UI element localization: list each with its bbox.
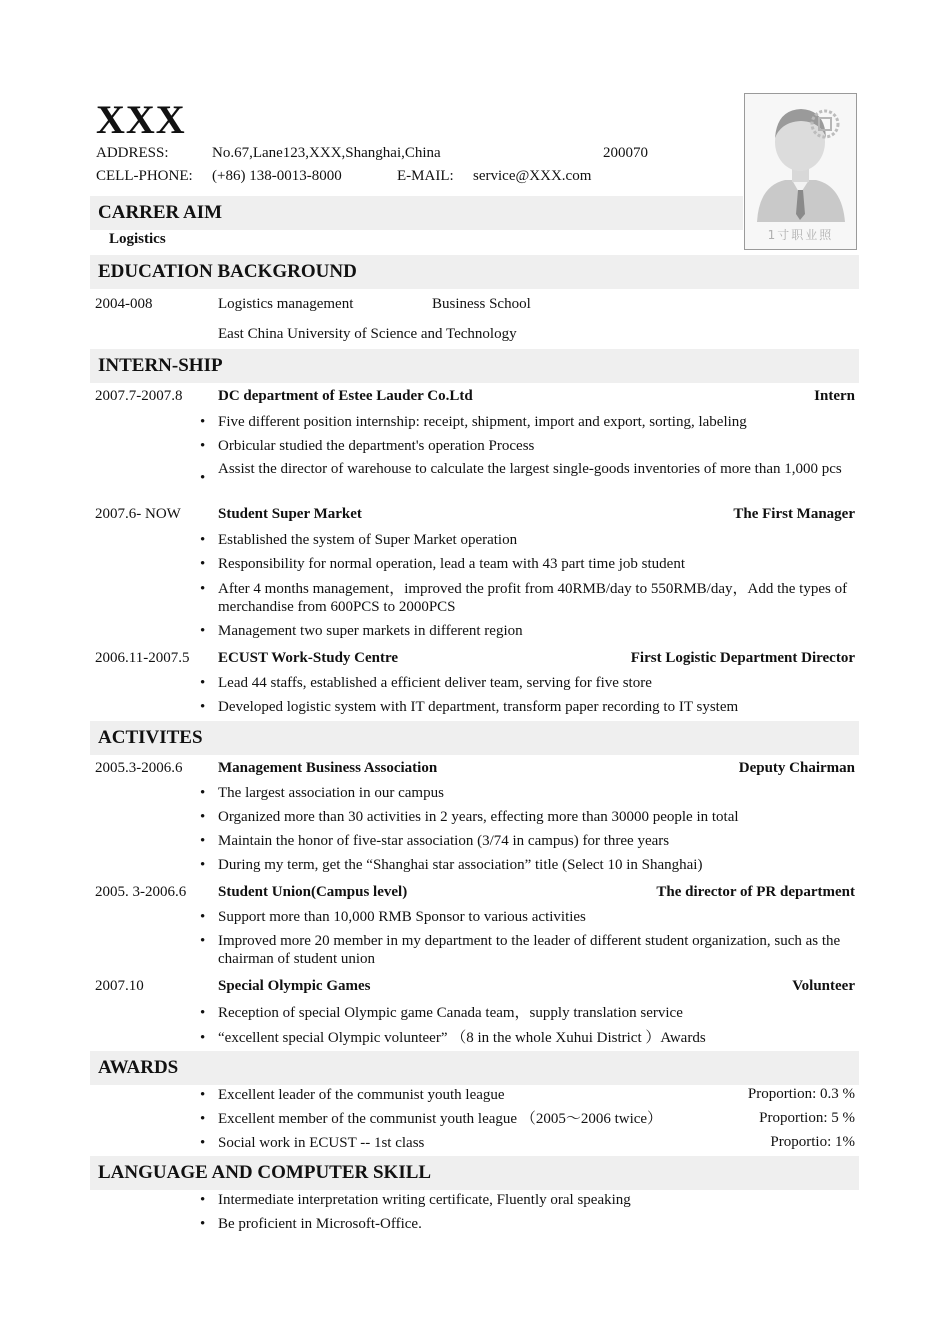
- photo-placeholder: [744, 93, 857, 250]
- list-item: • Maintain the honor of five-star association (3/74 in campus) for three years: [218, 832, 858, 850]
- entry-role: Intern: [814, 388, 855, 404]
- education-school: Business School: [432, 296, 531, 312]
- entry-organization: Student Super Market: [218, 506, 362, 522]
- entry-organization: Special Olympic Games: [218, 978, 371, 994]
- education-university: East China University of Science and Technology: [218, 326, 517, 342]
- email-value: service@XXX.com: [473, 168, 592, 184]
- entry-date: 2007.6- NOW: [95, 506, 181, 522]
- section-header-aim: CARRER AIM: [90, 196, 743, 230]
- list-item: • The largest association in our campus: [218, 784, 858, 802]
- education-date: 2004-008: [95, 296, 153, 312]
- entry-role: First Logistic Department Director: [630, 650, 855, 666]
- list-item: • Excellent member of the communist youth league （2005～2006 twice）: [218, 1110, 728, 1128]
- list-item: • During my term, get the “Shanghai star association” title (Select 10 in Shanghai): [218, 856, 858, 874]
- award-proportion: Proportion: 0.3 %: [747, 1086, 855, 1102]
- entry-role: The First Manager: [733, 506, 855, 522]
- entry-organization: Student Union(Campus level): [218, 884, 408, 900]
- section-header-activities: ACTIVITES: [90, 721, 859, 755]
- phone-label: CELL-PHONE:: [96, 168, 193, 184]
- list-item: • “excellent special Olympic volunteer” （8 in the whole Xuhui District ）Awards: [218, 1029, 858, 1047]
- entry-date: 2007.10: [95, 978, 144, 994]
- list-item: • Orbicular studied the department's operation Process: [218, 437, 858, 455]
- resume-name: XXX: [96, 97, 186, 142]
- entry-date: 2005.3-2006.6: [95, 760, 183, 776]
- aim-value: Logistics: [109, 231, 166, 247]
- list-item: • Intermediate interpretation writing certificate, Fluently oral speaking: [218, 1191, 858, 1209]
- entry-organization: Management Business Association: [218, 760, 438, 776]
- section-header-awards: AWARDS: [90, 1051, 859, 1085]
- list-item: • Excellent leader of the communist youth league: [218, 1086, 718, 1104]
- list-item: • Be proficient in Microsoft-Office.: [218, 1215, 858, 1233]
- address-label: ADDRESS:: [96, 145, 169, 161]
- address-value: No.67,Lane123,XXX,Shanghai,China: [212, 145, 441, 161]
- list-item: • Improved more 20 member in my department to the leader of different student organization, such as the chairman of student union: [218, 932, 858, 968]
- entry-date: 2007.7-2007.8: [95, 388, 183, 404]
- award-proportion: Proportion: 5 %: [759, 1110, 855, 1126]
- entry-role: Deputy Chairman: [738, 760, 855, 776]
- list-item: • Reception of special Olympic game Canada team，supply translation service: [218, 1004, 858, 1022]
- entry-date: 2005. 3-2006.6: [95, 884, 187, 900]
- list-item: • Organized more than 30 activities in 2 years, effecting more than 30000 people in total: [218, 808, 858, 826]
- entry-date: 2006.11-2007.5: [95, 650, 190, 666]
- section-header-education: EDUCATION BACKGROUND: [90, 255, 859, 289]
- entry-role: The director of PR department: [656, 884, 855, 900]
- award-proportion: Proportio: 1%: [770, 1134, 855, 1150]
- list-item: • Responsibility for normal operation, lead a team with 43 part time job student: [218, 555, 858, 573]
- list-item: • Five different position internship: receipt, shipment, import and export, sorting, labeling: [218, 413, 858, 431]
- postal-code: 200070: [603, 145, 648, 161]
- education-major: Logistics management: [218, 296, 354, 312]
- photo-caption: 1寸职业照: [767, 228, 834, 242]
- list-item: • Lead 44 staffs, established a efficient deliver team, serving for five store: [218, 674, 858, 692]
- list-item: • Established the system of Super Market operation: [218, 531, 858, 549]
- email-label: E-MAIL:: [397, 168, 454, 184]
- list-item: • After 4 months management，improved the profit from 40RMB/day to 550RMB/day，Add the types of merchandise from 600PCS to 2000PCS: [218, 580, 858, 616]
- list-item: • Social work in ECUST -- 1st class: [218, 1134, 718, 1152]
- list-item: • Developed logistic system with IT department, transform paper recording to IT system: [218, 698, 858, 716]
- phone-value: (+86) 138-0013-8000: [212, 168, 342, 184]
- entry-role: Volunteer: [792, 978, 855, 994]
- list-item: • Management two super markets in different region: [218, 622, 858, 640]
- entry-organization: DC department of Estee Lauder Co.Ltd: [218, 388, 473, 404]
- entry-organization: ECUST Work-Study Centre: [218, 650, 399, 666]
- list-item: • Assist the director of warehouse to calculate the largest single-goods inventories of more than 1,000 pcs: [218, 460, 858, 478]
- section-header-internship: INTERN-SHIP: [90, 349, 859, 383]
- list-item: • Support more than 10,000 RMB Sponsor to various activities: [218, 908, 858, 926]
- section-header-skills: LANGUAGE AND COMPUTER SKILL: [90, 1156, 859, 1190]
